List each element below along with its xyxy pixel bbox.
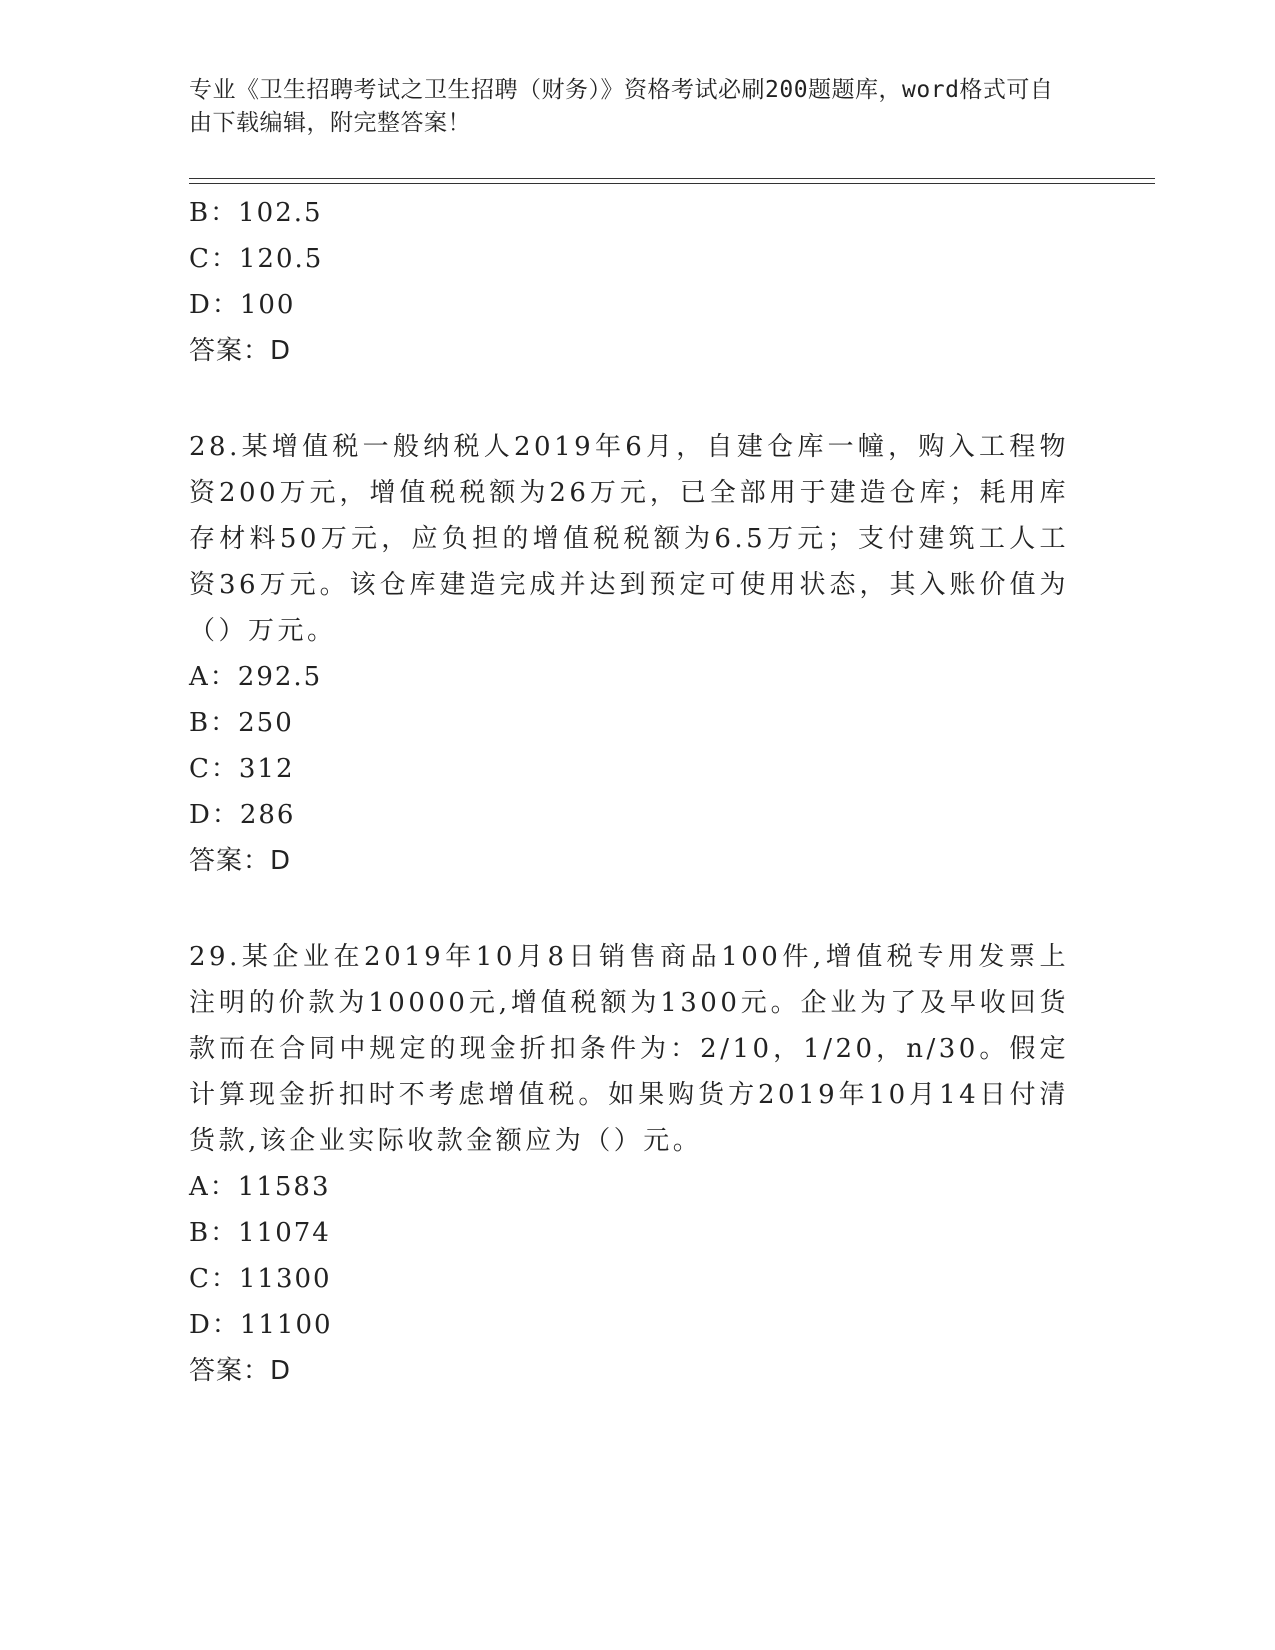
header-rule-top xyxy=(189,178,1155,179)
option-a: A：292.5 xyxy=(189,662,323,692)
option-c: C：11300 xyxy=(189,1264,332,1294)
option-b: B：250 xyxy=(189,708,294,738)
answer-line: 答案：D xyxy=(189,846,292,876)
question-28 xyxy=(189,424,1069,884)
option-c: C：312 xyxy=(189,754,295,784)
option-a: A：11583 xyxy=(189,1172,331,1202)
answer-line: 答案：D xyxy=(189,1356,292,1386)
option-d: D：100 xyxy=(189,290,296,320)
option-b: B：102.5 xyxy=(189,198,323,228)
question-text: 28.某增值税一般纳税人2019年6月，自建仓库一幢，购入工程物资200万元，增值税税额为26万元，已全部用于建造仓库；耗用库存材料50万元，应负担的增值税税额为6.5万元；支付建筑工人工资36万元。该仓库建造完成并达到预定可使用状态，其入账价值为（）万元。 xyxy=(189,432,1069,646)
spacer xyxy=(189,884,1069,934)
document-body xyxy=(189,190,1069,1394)
header-rule-bottom xyxy=(189,183,1155,184)
option-b: B：11074 xyxy=(189,1218,331,1248)
prev-question-tail xyxy=(189,190,1069,374)
question-text: 29.某企业在2019年10月8日销售商品100件,增值税专用发票上注明的价款为10000元,增值税额为1300元。企业为了及早收回货款而在合同中规定的现金折扣条件为：2/10，1/20，n/30。假定计算现金折扣时不考虑增值税。如果购货方2019年10月14日付清货款,该企业实际收款金额应为（）元。 xyxy=(189,942,1069,1156)
answer-line: 答案：D xyxy=(189,336,292,366)
document-header: 专业《卫生招聘考试之卫生招聘（财务）》资格考试必刷200题题库，word格式可自由下载编辑，附完整答案！ xyxy=(189,77,1054,136)
option-c: C：120.5 xyxy=(189,244,324,274)
question-29 xyxy=(189,934,1069,1394)
spacer xyxy=(189,374,1069,424)
option-d: D：11100 xyxy=(189,1310,333,1340)
option-d: D：286 xyxy=(189,800,296,830)
